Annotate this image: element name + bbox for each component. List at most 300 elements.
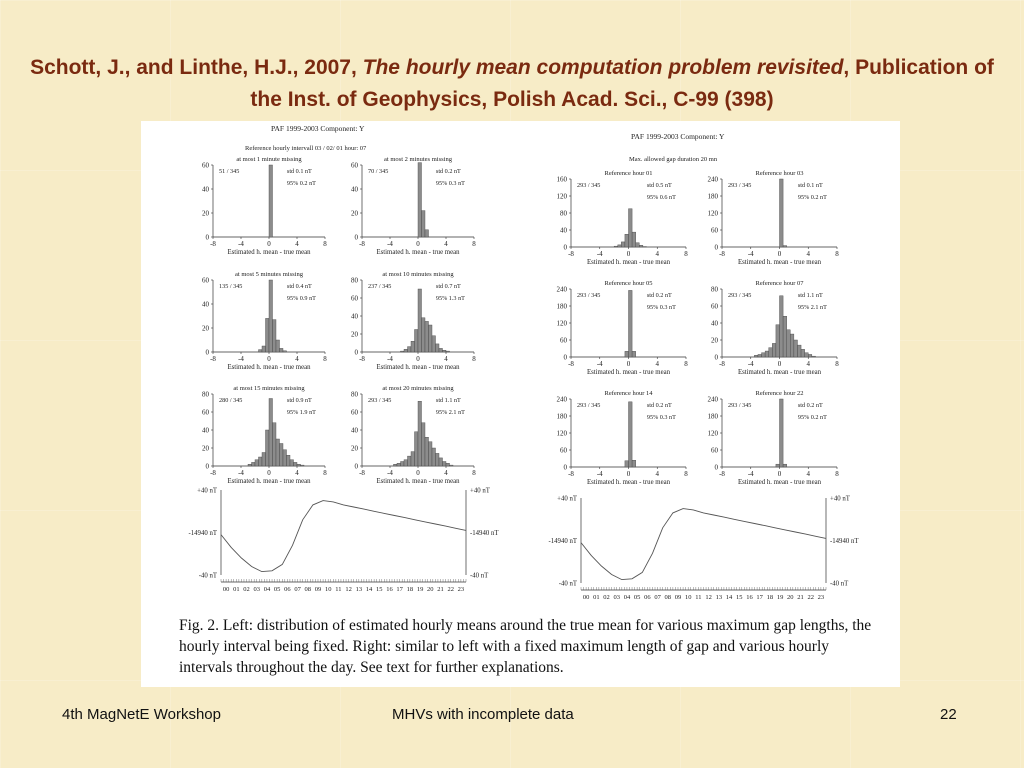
histogram-ytick-label: 60 — [202, 161, 209, 170]
histogram-xtick-label: -8 — [210, 355, 216, 363]
histogram-bar — [252, 462, 256, 466]
histogram-bar — [294, 462, 298, 466]
timeseries-hour-label: 06 — [284, 586, 291, 593]
timeseries-hour-label: 22 — [807, 594, 814, 601]
timeseries-hour-label: 19 — [776, 594, 784, 601]
histogram-xtick-label: 8 — [323, 469, 327, 477]
histogram-bar — [411, 341, 415, 352]
histogram-xtick-label: 0 — [267, 355, 271, 363]
histogram-ytick-label: 0 — [354, 348, 358, 357]
right-figure-subheader: Max. allowed gap duration 20 mn — [629, 156, 718, 163]
timeseries-hour-label: 05 — [273, 586, 281, 593]
timeseries-hour-label: 02 — [603, 594, 610, 601]
histogram-std: std 0.5 nT — [646, 182, 672, 189]
histogram-xtick-label: 4 — [295, 355, 299, 363]
histogram-title: at most 2 minutes missing — [384, 156, 452, 163]
histogram-bar — [639, 245, 643, 247]
histogram-std: std 0.2 nT — [797, 402, 823, 409]
histogram-bar — [401, 351, 405, 352]
timeseries-hour-label: 08 — [304, 586, 312, 593]
histogram-ytick-label: 80 — [351, 390, 358, 399]
histogram-bar — [269, 399, 273, 467]
histogram-ytick-label: 60 — [711, 446, 718, 455]
timeseries-hour-label: 05 — [633, 594, 641, 601]
timeseries-hour-label: 14 — [725, 594, 733, 601]
histogram-xtick-label: -8 — [719, 250, 725, 258]
histogram-bar — [443, 462, 447, 467]
histogram-bar — [776, 325, 780, 357]
histogram-ytick-label: 60 — [351, 161, 358, 170]
timeseries-curve — [581, 509, 826, 580]
histogram-p95: 95% 2.1 nT — [435, 409, 465, 416]
histogram-bar — [418, 401, 422, 466]
timeseries-hour-label: 09 — [674, 594, 682, 601]
footer-topic: MHVs with incomplete data — [392, 706, 574, 723]
histogram-ytick-label: 120 — [556, 429, 567, 438]
histogram-bar — [772, 343, 776, 357]
histogram-ytick-label: 0 — [205, 348, 209, 357]
histogram-ytick-label: 0 — [563, 463, 567, 472]
histogram-bar — [266, 318, 270, 352]
histogram-ytick-label: 40 — [202, 300, 209, 309]
histogram-xtick-label: 4 — [806, 250, 810, 258]
histogram-bar — [780, 296, 784, 357]
histogram-bar — [408, 347, 412, 352]
histogram-xlabel: Estimated h. mean - true mean — [586, 479, 671, 486]
timeseries-hour-label: 23 — [457, 586, 465, 593]
histogram-p95: 95% 0.2 nT — [286, 180, 316, 187]
histogram-bar — [776, 464, 780, 467]
histogram-xtick-label: 4 — [295, 469, 299, 477]
histogram-bar — [432, 336, 436, 352]
histogram-xtick-label: -8 — [568, 250, 574, 258]
histogram-xtick-label: 0 — [416, 240, 420, 248]
histogram-ytick-label: 120 — [707, 209, 718, 218]
histogram-bar — [418, 163, 422, 237]
histogram-bar — [280, 348, 284, 352]
histogram-xtick-label: 0 — [626, 250, 631, 258]
histogram-p95: 95% 0.6 nT — [646, 194, 676, 201]
histogram-bar — [422, 318, 426, 352]
histogram-bar — [769, 348, 773, 357]
histogram-ytick-label: 40 — [711, 319, 718, 328]
histogram-bar — [301, 465, 305, 466]
histogram-ytick-label: 60 — [711, 302, 718, 311]
histogram-xtick-label: 0 — [267, 469, 271, 477]
histogram-ytick-label: 0 — [563, 243, 567, 252]
histogram-bar — [429, 442, 433, 466]
timeseries-hour-label: 03 — [253, 586, 260, 593]
histogram-bar — [629, 402, 633, 467]
histogram-p95: 95% 0.9 nT — [286, 295, 316, 302]
histogram-ytick-label: 80 — [560, 209, 567, 218]
histogram-ytick-label: 20 — [202, 324, 209, 333]
histogram-bar — [404, 460, 408, 466]
histogram-ytick-label: 60 — [351, 294, 358, 303]
histogram-xtick-label: -8 — [719, 470, 725, 478]
timeseries-ylabel-left: -40 nT — [558, 580, 577, 588]
histogram-std: std 0.2 nT — [646, 402, 672, 409]
histogram-xtick-label: 8 — [472, 240, 476, 248]
histogram-count: 293 / 345 — [728, 292, 752, 299]
histogram-bar — [408, 456, 412, 466]
timeseries-ylabel-right: +40 nT — [830, 495, 850, 503]
histogram-ytick-label: 40 — [351, 426, 358, 435]
histogram-p95: 95% 1.3 nT — [435, 295, 465, 302]
histogram-bar — [765, 351, 769, 357]
histogram-bar — [401, 462, 405, 467]
histogram-p95: 95% 0.2 nT — [797, 194, 827, 201]
histogram-bar — [273, 320, 277, 352]
histogram-std: std 1.1 nT — [797, 292, 823, 299]
histogram-ytick-label: 240 — [556, 285, 567, 294]
histogram-xtick-label: -4 — [596, 250, 603, 258]
histogram-p95: 95% 0.3 nT — [646, 304, 676, 311]
histogram-bar — [812, 356, 816, 357]
histogram-ytick-label: 180 — [707, 412, 718, 421]
timeseries-hour-label: 15 — [375, 586, 383, 593]
histogram-xlabel: Estimated h. mean - true mean — [227, 249, 311, 256]
histogram-bar — [429, 325, 433, 352]
histogram-ytick-label: 20 — [202, 444, 209, 453]
histogram-ytick-label: 60 — [560, 446, 567, 455]
histogram-bar — [632, 351, 636, 357]
timeseries-ylabel-right: -40 nT — [470, 572, 489, 580]
histogram-bar — [425, 230, 429, 237]
histogram-xtick-label: 0 — [777, 470, 782, 478]
histogram-ytick-label: 80 — [202, 390, 209, 399]
histogram-xtick-label: -4 — [238, 240, 244, 248]
histogram-bar — [801, 349, 805, 357]
histogram-bar — [280, 444, 284, 467]
histogram-ytick-label: 80 — [711, 285, 718, 294]
histogram-count: 293 / 345 — [577, 292, 601, 299]
histogram-xlabel: Estimated h. mean - true mean — [737, 479, 822, 486]
histogram-title: at most 1 minute missing — [236, 156, 302, 163]
histogram-count: 293 / 345 — [577, 402, 601, 409]
histogram-xtick-label: 4 — [295, 240, 299, 248]
timeseries-hour-label: 18 — [766, 594, 774, 601]
histogram-bar — [780, 179, 784, 247]
histogram-bar — [446, 351, 450, 352]
histogram-xtick-label: -8 — [359, 469, 365, 477]
histogram-xtick-label: 8 — [323, 355, 327, 363]
histogram-bar — [411, 452, 415, 466]
timeseries-hour-label: 04 — [263, 586, 271, 593]
histogram-bar — [636, 243, 640, 247]
timeseries-hour-label: 13 — [715, 594, 723, 601]
histogram-ytick-label: 20 — [351, 444, 358, 453]
histogram-title: Reference hour 03 — [755, 170, 804, 177]
histogram-p95: 95% 0.3 nT — [435, 180, 465, 187]
histogram-xtick-label: 4 — [806, 470, 810, 478]
histogram-bar — [790, 334, 794, 357]
timeseries-hour-label: 10 — [684, 594, 692, 601]
figure-caption: Fig. 2. Left: distribution of estimated hourly means around the true mean for various maximum gap lengths, the hourly interval being fixed. Right: similar to left with a fixed maximum length of gap and various hourly intervals throughout the day. See text for further explanations. — [179, 617, 872, 676]
histogram-xtick-label: -4 — [747, 470, 754, 478]
histogram-title: Reference hour 01 — [604, 170, 653, 177]
histogram-xtick-label: -8 — [359, 240, 365, 248]
histogram-bar — [629, 290, 633, 357]
histogram-title: at most 15 minutes missing — [233, 385, 305, 392]
timeseries-hour-label: 08 — [664, 594, 672, 601]
histogram-bar — [287, 455, 291, 466]
timeseries-hour-label: 17 — [756, 594, 763, 601]
histogram-ytick-label: 0 — [563, 353, 567, 362]
histogram-bar — [629, 209, 633, 247]
histogram-count: 293 / 345 — [368, 397, 392, 404]
histogram-xlabel: Estimated h. mean - true mean — [227, 364, 311, 371]
histogram-bar — [266, 430, 270, 466]
histogram-p95: 95% 1.9 nT — [286, 409, 316, 416]
histogram-ytick-label: 20 — [351, 330, 358, 339]
histogram-title: at most 5 minutes missing — [235, 271, 303, 278]
histogram-bar — [632, 460, 636, 467]
title-italic: The hourly mean computation problem revisited — [362, 56, 844, 79]
histogram-ytick-label: 0 — [354, 233, 358, 242]
histogram-title: Reference hour 14 — [604, 390, 653, 397]
histogram-ytick-label: 180 — [707, 192, 718, 201]
timeseries-hour-label: 02 — [243, 586, 250, 593]
histogram-bar — [780, 399, 784, 467]
timeseries-hour-label: 03 — [613, 594, 620, 601]
title-part1: Schott, J., and Linthe, H.J., 2007, — [30, 56, 363, 79]
histogram-ytick-label: 120 — [556, 192, 567, 201]
histogram-bar — [248, 464, 252, 466]
histogram-xlabel: Estimated h. mean - true mean — [227, 478, 311, 485]
right-figure-header: PAF 1999-2003 Component: Y — [631, 132, 725, 141]
timeseries-hour-label: 04 — [623, 594, 631, 601]
histogram-bar — [422, 211, 426, 237]
histogram-bar — [625, 351, 629, 357]
histogram-bar — [450, 465, 454, 466]
histogram-xtick-label: 8 — [835, 250, 839, 258]
histogram-bar — [397, 463, 401, 466]
histogram-xtick-label: 0 — [777, 360, 782, 368]
histogram-xlabel: Estimated h. mean - true mean — [376, 364, 460, 371]
timeseries-ylabel-left: -40 nT — [198, 572, 217, 580]
timeseries-hour-label: 12 — [345, 586, 352, 593]
histogram-p95: 95% 0.3 nT — [646, 414, 676, 421]
histogram-ytick-label: 0 — [714, 243, 718, 252]
histogram-ytick-label: 60 — [351, 408, 358, 417]
histogram-xtick-label: -4 — [596, 470, 603, 478]
histogram-xlabel: Estimated h. mean - true mean — [737, 369, 822, 376]
timeseries-ylabel-left: +40 nT — [197, 487, 217, 495]
histogram-xtick-label: 4 — [655, 250, 659, 258]
timeseries-hour-label: 06 — [644, 594, 651, 601]
histogram-bar — [758, 354, 762, 357]
histogram-ytick-label: 240 — [556, 395, 567, 404]
histogram-bar — [415, 432, 419, 466]
timeseries-ylabel-right: -40 nT — [830, 580, 849, 588]
histogram-xtick-label: -4 — [238, 355, 244, 363]
timeseries-hour-label: 01 — [233, 586, 240, 593]
histogram-bar — [439, 458, 443, 466]
histogram-bar — [621, 242, 625, 247]
histogram-title: at most 20 minutes missing — [382, 385, 454, 392]
timeseries-hour-label: 12 — [705, 594, 712, 601]
histogram-p95: 95% 2.1 nT — [797, 304, 827, 311]
histogram-bar — [783, 246, 787, 247]
histogram-bar — [273, 423, 277, 466]
timeseries-hour-label: 20 — [787, 594, 794, 601]
histogram-xtick-label: -4 — [387, 240, 393, 248]
histogram-xtick-label: 8 — [684, 470, 688, 478]
histogram-bar — [436, 344, 440, 352]
histogram-xtick-label: 8 — [472, 355, 476, 363]
left-figure-header: PAF 1999-2003 Component: Y — [271, 124, 365, 133]
histogram-ytick-label: 120 — [707, 429, 718, 438]
histogram-bar — [255, 460, 259, 466]
histogram-bar — [625, 461, 629, 467]
timeseries-hour-label: 07 — [294, 586, 301, 593]
timeseries-hour-label: 09 — [314, 586, 322, 593]
footer-workshop: 4th MagNetE Workshop — [62, 706, 221, 723]
histogram-xtick-label: -4 — [747, 250, 754, 258]
timeseries-ylabel-left: -14940 nT — [548, 538, 577, 545]
histogram-ytick-label: 40 — [202, 185, 209, 194]
timeseries-ylabel-left: -14940 nT — [188, 530, 217, 537]
histogram-ytick-label: 160 — [556, 175, 567, 184]
timeseries-hour-label: 10 — [324, 586, 332, 593]
histogram-bar — [276, 439, 280, 466]
histogram-bar — [425, 437, 429, 466]
timeseries-hour-label: 11 — [695, 594, 702, 601]
histogram-std: std 0.2 nT — [646, 292, 672, 299]
histogram-std: std 0.7 nT — [435, 283, 461, 290]
histogram-ytick-label: 240 — [707, 175, 718, 184]
histogram-xtick-label: 8 — [323, 240, 327, 248]
histogram-title: Reference hour 05 — [604, 280, 653, 287]
histogram-title: Reference hour 22 — [755, 390, 804, 397]
left-figure-subheader: Reference hourly intervall 03 / 02/ 01 hour: 07 — [245, 145, 367, 152]
histogram-bar — [418, 289, 422, 352]
timeseries-hour-label: 01 — [593, 594, 600, 601]
histogram-xtick-label: -4 — [747, 360, 754, 368]
histogram-bar — [262, 453, 266, 467]
histogram-ytick-label: 120 — [556, 319, 567, 328]
histogram-ytick-label: 0 — [354, 462, 358, 471]
histogram-bar — [269, 280, 273, 352]
histogram-xtick-label: -8 — [719, 360, 725, 368]
timeseries-hour-label: 13 — [355, 586, 363, 593]
timeseries-hour-label: 11 — [335, 586, 342, 593]
histogram-bar — [436, 453, 440, 466]
histogram-bar — [290, 460, 294, 466]
histogram-count: 237 / 345 — [368, 283, 392, 290]
histogram-bar — [794, 340, 798, 357]
histogram-bar — [783, 464, 787, 467]
histogram-ytick-label: 60 — [560, 336, 567, 345]
timeseries-hour-label: 21 — [437, 586, 444, 593]
histogram-xtick-label: 0 — [626, 360, 631, 368]
histogram-bar — [276, 340, 280, 352]
histogram-std: std 0.2 nT — [435, 168, 461, 175]
histogram-xtick-label: -4 — [387, 355, 393, 363]
histogram-xlabel: Estimated h. mean - true mean — [737, 259, 822, 266]
slide-title — [20, 52, 1004, 116]
histogram-ytick-label: 240 — [707, 395, 718, 404]
histogram-xtick-label: 0 — [267, 240, 271, 248]
histogram-xtick-label: 0 — [626, 470, 631, 478]
histogram-bar — [754, 355, 758, 357]
histogram-p95: 95% 0.2 nT — [797, 414, 827, 421]
timeseries-hour-label: 14 — [365, 586, 373, 593]
timeseries-hour-label: 15 — [735, 594, 743, 601]
histogram-ytick-label: 60 — [202, 276, 209, 285]
histogram-xtick-label: 4 — [655, 470, 659, 478]
histogram-bar — [805, 353, 809, 357]
histogram-ytick-label: 180 — [556, 412, 567, 421]
histogram-bar — [283, 450, 287, 466]
histogram-bar — [262, 346, 266, 352]
histogram-xtick-label: 0 — [416, 355, 420, 363]
histogram-xtick-label: 4 — [444, 469, 448, 477]
histogram-std: std 0.1 nT — [797, 182, 823, 189]
histogram-xtick-label: -8 — [210, 469, 216, 477]
histogram-xtick-label: 8 — [835, 360, 839, 368]
histogram-xtick-label: 8 — [472, 469, 476, 477]
histogram-bar — [618, 245, 622, 247]
histogram-xtick-label: 4 — [444, 240, 448, 248]
histogram-count: 293 / 345 — [577, 182, 601, 189]
histogram-ytick-label: 0 — [205, 233, 209, 242]
histogram-ytick-label: 60 — [711, 226, 718, 235]
histogram-count: 70 / 345 — [368, 168, 389, 175]
histogram-bar — [808, 354, 812, 357]
histogram-xlabel: Estimated h. mean - true mean — [586, 369, 671, 376]
timeseries-curve — [221, 501, 466, 572]
histogram-ytick-label: 40 — [202, 426, 209, 435]
histogram-bar — [625, 234, 629, 247]
histogram-xlabel: Estimated h. mean - true mean — [376, 249, 460, 256]
histogram-ytick-label: 180 — [556, 302, 567, 311]
histogram-ytick-label: 20 — [202, 209, 209, 218]
histogram-bar — [297, 464, 301, 466]
histogram-bar — [404, 349, 408, 352]
timeseries-hour-label: 20 — [427, 586, 434, 593]
timeseries-hour-label: 22 — [447, 586, 454, 593]
footer-page-number: 22 — [940, 706, 957, 723]
histogram-bar — [283, 351, 287, 352]
histogram-xtick-label: 4 — [806, 360, 810, 368]
figure-graphic — [141, 121, 900, 611]
histogram-xtick-label: -4 — [387, 469, 393, 477]
histogram-bar — [614, 246, 618, 247]
histogram-xtick-label: 0 — [416, 469, 420, 477]
histogram-xtick-label: 0 — [777, 250, 782, 258]
timeseries-hour-label: 00 — [582, 594, 590, 601]
histogram-ytick-label: 0 — [714, 463, 718, 472]
histogram-ytick-label: 40 — [351, 312, 358, 321]
histogram-bar — [269, 165, 273, 237]
timeseries-hour-label: 18 — [406, 586, 414, 593]
histogram-ytick-label: 20 — [711, 336, 718, 345]
histogram-bar — [443, 350, 447, 352]
histogram-std: std 1.1 nT — [435, 397, 461, 404]
histogram-bar — [446, 463, 450, 466]
timeseries-ylabel-right: +40 nT — [470, 487, 490, 495]
histogram-ytick-label: 20 — [351, 209, 358, 218]
histogram-xtick-label: -8 — [568, 360, 574, 368]
histogram-xtick-label: 4 — [655, 360, 659, 368]
histogram-ytick-label: 40 — [351, 185, 358, 194]
histogram-bar — [415, 330, 419, 353]
histogram-xtick-label: 8 — [684, 360, 688, 368]
histogram-ytick-label: 0 — [714, 353, 718, 362]
histogram-bar — [259, 457, 263, 466]
